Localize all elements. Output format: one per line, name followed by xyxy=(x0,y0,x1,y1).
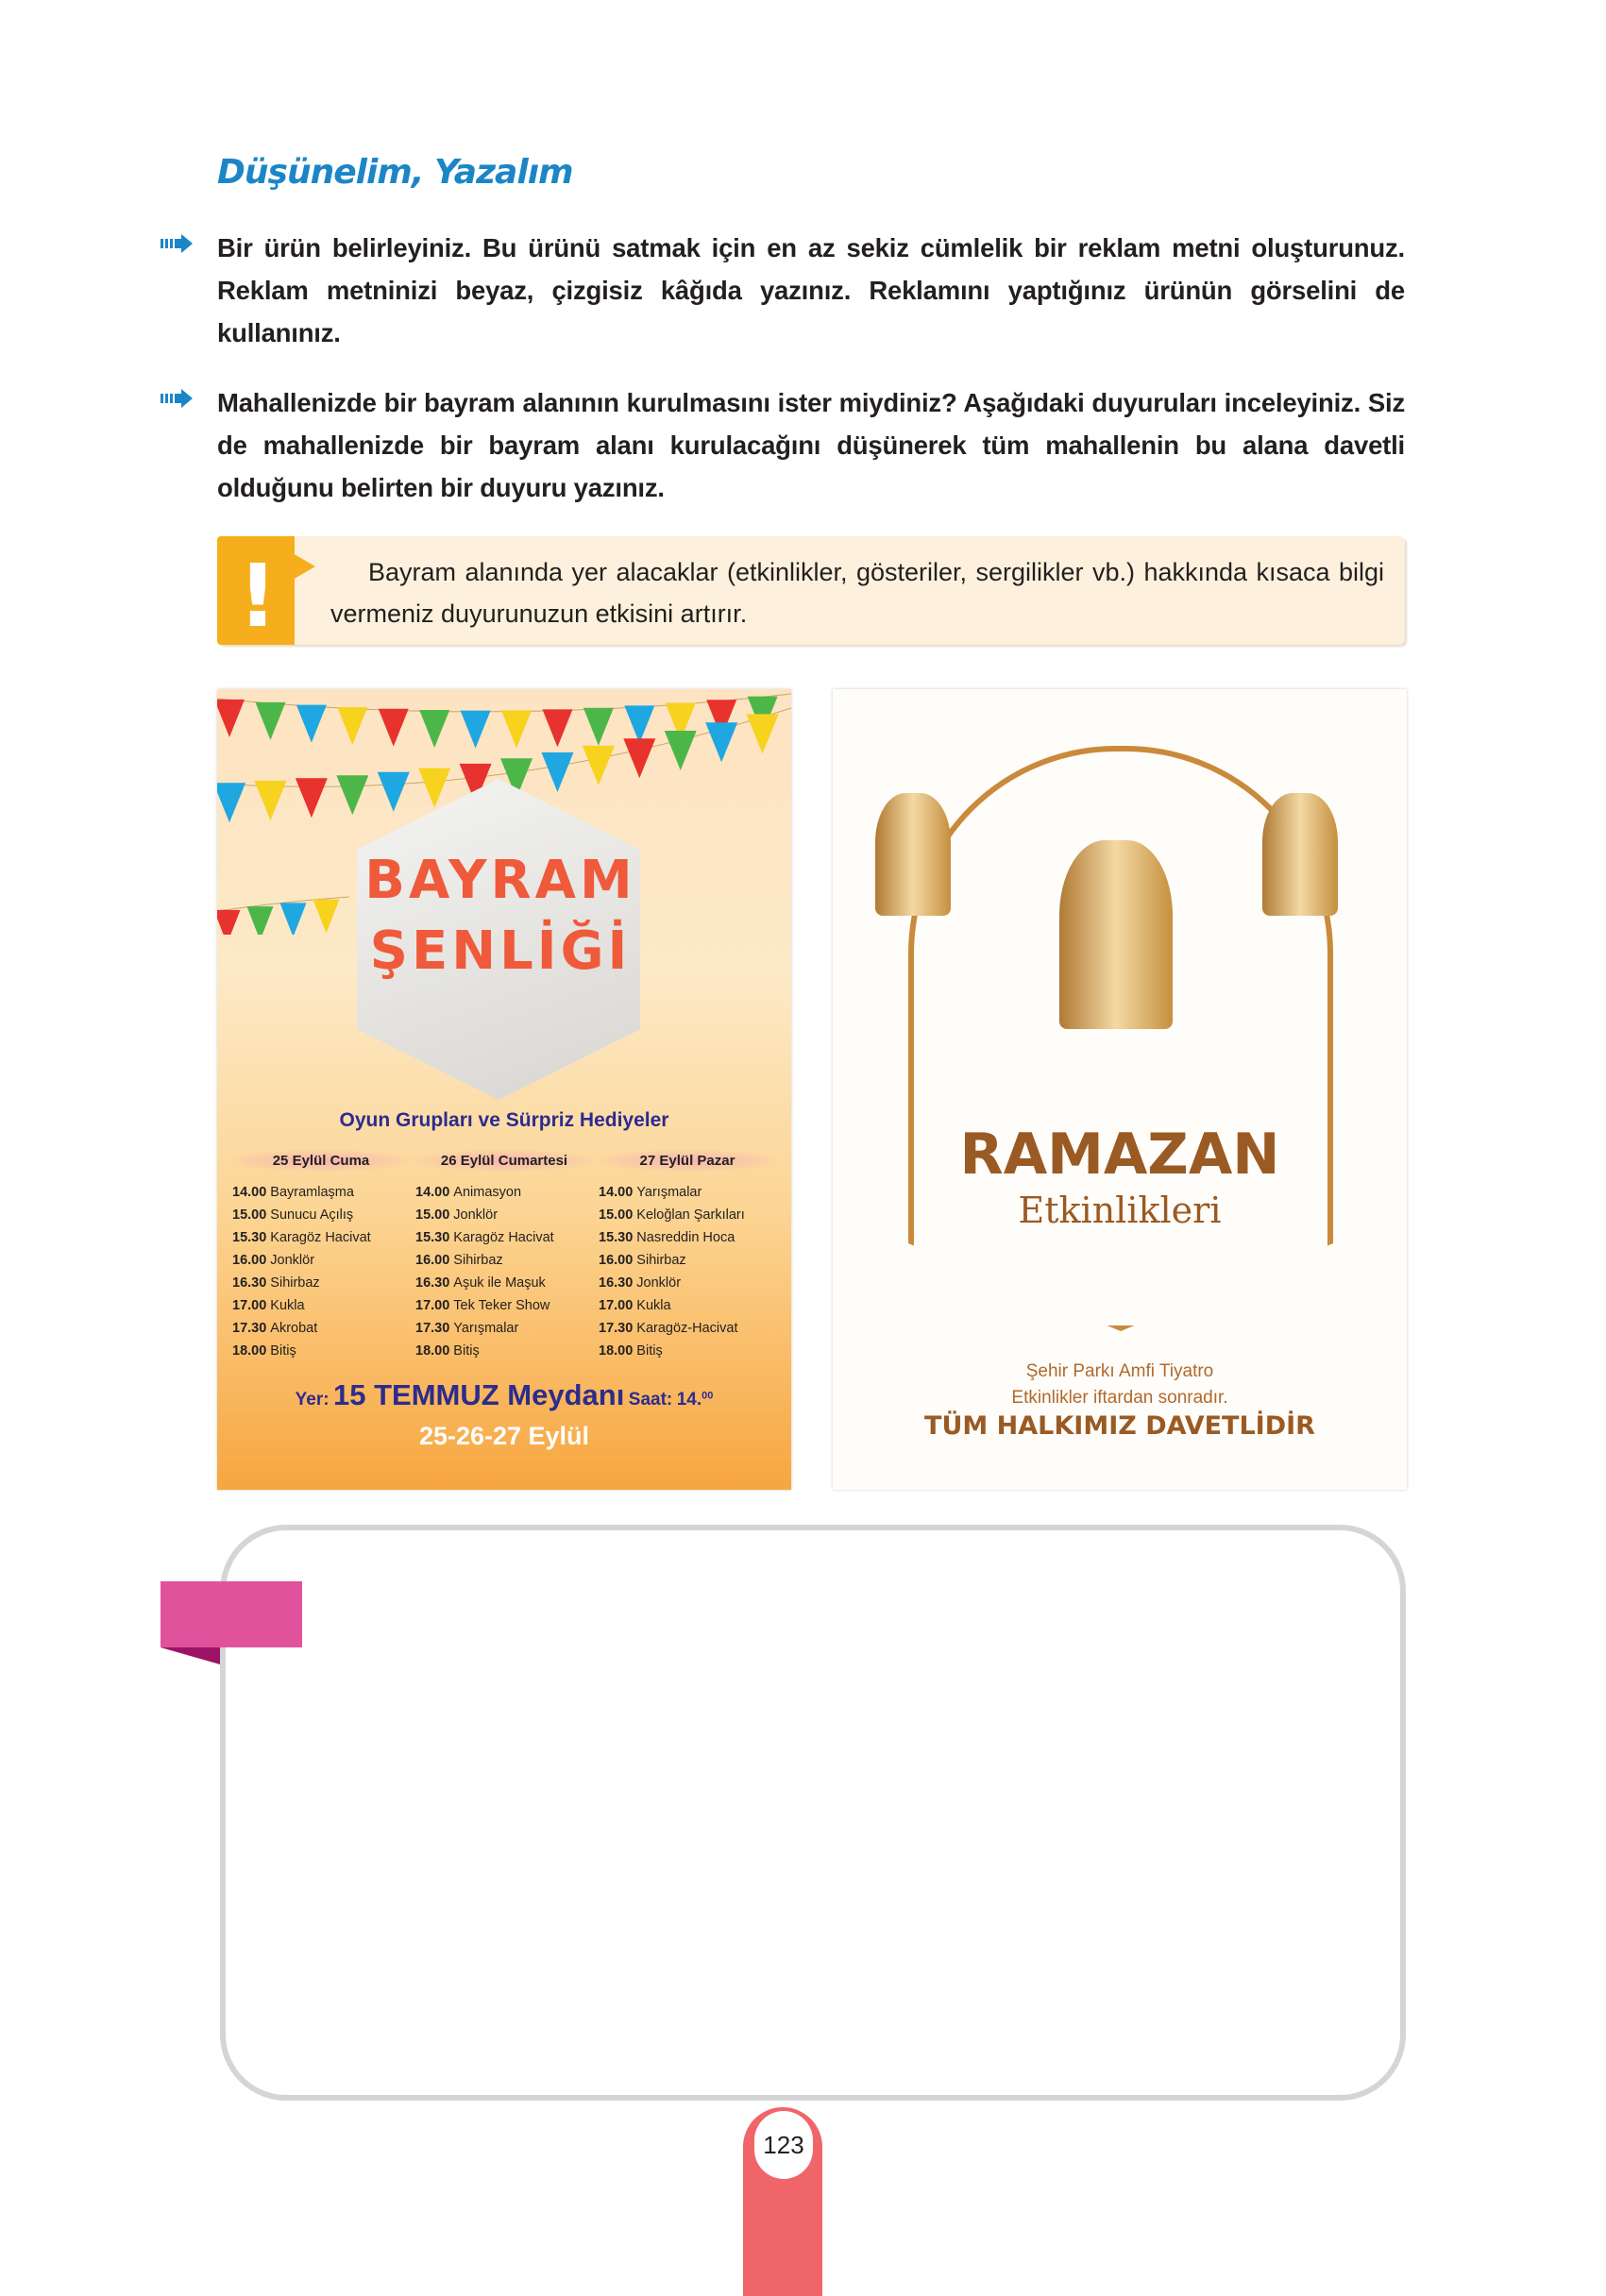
flag xyxy=(217,700,245,737)
schedule-item xyxy=(232,1204,415,1226)
schedule-activity: Bayramlaşma xyxy=(270,1185,354,1200)
schedule-item xyxy=(599,1272,782,1294)
note-text: Bayram alanında yer alacaklar (etkinlikler, gösteriler, sergilikler vb.) hakkında kısaca bilgi vermeniz duyurunuzun etkisini artırır. xyxy=(330,558,1384,628)
schedule-time: 16.30 xyxy=(599,1275,634,1291)
schedule-item xyxy=(415,1340,599,1362)
schedule-time: 15.30 xyxy=(599,1230,634,1245)
section-title: Düşünelim, Yazalım xyxy=(217,153,573,192)
schedule-activity: Bitiş xyxy=(636,1343,663,1359)
schedule-activity: Keloğlan Şarkıları xyxy=(636,1207,745,1223)
day-header: 25 Eylül Cuma xyxy=(232,1150,410,1172)
flag xyxy=(217,910,241,935)
schedule-time: 17.00 xyxy=(599,1298,634,1313)
place-label: Yer: xyxy=(295,1390,330,1410)
schedule-time: 18.00 xyxy=(599,1343,634,1359)
day-header: 27 Eylül Pazar xyxy=(599,1150,776,1172)
schedule-item xyxy=(232,1272,415,1294)
schedule-activity: Kukla xyxy=(270,1298,305,1313)
flag xyxy=(337,707,367,745)
schedule-activity: Nasreddin Hoca xyxy=(636,1230,735,1245)
schedule-item xyxy=(415,1249,599,1272)
flag xyxy=(665,731,697,770)
event-dates: 25-26-27 Eylül xyxy=(418,1422,590,1450)
schedule-activity: Sihirbaz xyxy=(270,1275,320,1291)
schedule-item xyxy=(599,1204,782,1226)
schedule-activity: Bitiş xyxy=(270,1343,296,1359)
schedule-item xyxy=(232,1249,415,1272)
venue-line: Şehir Parkı Amfi Tiyatro xyxy=(1025,1361,1214,1381)
flag xyxy=(313,900,340,934)
flag xyxy=(747,714,779,753)
schedule-time: 16.00 xyxy=(415,1253,450,1268)
time-sup: 00 xyxy=(702,1390,714,1402)
event-place xyxy=(217,1378,791,1412)
arrow-bullet-icon xyxy=(161,381,217,509)
schedule-item xyxy=(415,1317,599,1340)
bayram-senligi-poster xyxy=(217,689,791,1490)
ribbon-tab-decoration xyxy=(161,1581,302,1647)
schedule-item xyxy=(599,1181,782,1204)
flag xyxy=(296,778,328,818)
schedule-item xyxy=(232,1317,415,1340)
lantern-icon xyxy=(1262,793,1338,916)
schedule-activity: Sihirbaz xyxy=(636,1253,686,1268)
lantern-icon xyxy=(1059,840,1173,1029)
flag xyxy=(378,772,410,812)
flag xyxy=(624,705,654,743)
exclamation-mark: ! xyxy=(238,546,278,647)
schedule-activity: Kukla xyxy=(636,1298,671,1313)
schedule-time: 16.30 xyxy=(415,1275,450,1291)
schedule-activity: Sunucu Açılış xyxy=(270,1207,354,1223)
schedule-item xyxy=(232,1340,415,1362)
instruction-text: Mahallenizde bir bayram alanının kurulmasını ister miydiniz? Aşağıdaki duyuruları inceleyiniz. Siz de mahallenizde bir bayram alanı kurulacağını düşünerek tüm mahallenin bu alana davetli olduğunu belirten bir duyuru yazınız. xyxy=(217,388,1405,502)
flag xyxy=(254,781,286,820)
schedule-item xyxy=(415,1272,599,1294)
schedule-time: 18.00 xyxy=(232,1343,267,1359)
time-value: 14. xyxy=(676,1390,702,1410)
schedule-activity: Yarışmalar xyxy=(636,1185,702,1200)
flag xyxy=(541,752,573,792)
schedule-activity: Jonklör xyxy=(453,1207,499,1223)
flag xyxy=(418,768,450,808)
invitation-line: TÜM HALKIMIZ DAVETLİDİR xyxy=(924,1411,1315,1441)
poster-subtitle: Oyun Grupları ve Sürpriz Hediyeler xyxy=(339,1109,669,1131)
flag xyxy=(255,702,285,740)
ramazan-poster xyxy=(833,689,1407,1490)
time-label: Saat: xyxy=(628,1390,673,1410)
schedule-activity: Bitiş xyxy=(453,1343,480,1359)
schedule-activity: Akrobat xyxy=(270,1321,318,1336)
schedule-item xyxy=(415,1294,599,1317)
flag xyxy=(280,903,307,935)
flag xyxy=(583,746,615,785)
day-column xyxy=(599,1150,782,1362)
schedule-time: 17.30 xyxy=(232,1321,267,1336)
schedule-time: 15.00 xyxy=(599,1207,634,1223)
schedule-item xyxy=(599,1226,782,1249)
instruction-text: Bir ürün belirleyiniz. Bu ürünü satmak için en az sekiz cümlelik bir reklam metni oluşturunuz. Reklam metninizi beyaz, çizgisiz kâğıda yazınız. Reklamını yaptığınız ürünün görselini de kullanınız. xyxy=(217,233,1405,347)
time-line: Etkinlikler iftardan sonradır. xyxy=(1011,1388,1228,1408)
schedule-activity: Yarışmalar xyxy=(453,1321,519,1336)
schedule-activity: Tek Teker Show xyxy=(453,1298,550,1313)
flag xyxy=(296,705,327,743)
schedule-time: 15.30 xyxy=(415,1230,450,1245)
schedule-item xyxy=(415,1181,599,1204)
schedule-item xyxy=(232,1294,415,1317)
schedule-time: 17.00 xyxy=(232,1298,267,1313)
schedule-item xyxy=(599,1340,782,1362)
schedule-time: 17.30 xyxy=(599,1321,634,1336)
schedule-activity: Jonklör xyxy=(636,1275,682,1291)
flag xyxy=(336,775,368,815)
flag xyxy=(501,710,532,748)
arrow-bullet-icon xyxy=(161,227,217,354)
schedule-time: 15.00 xyxy=(232,1207,267,1223)
schedule-item xyxy=(599,1317,782,1340)
schedule-activity: Aşuk ile Maşuk xyxy=(453,1275,546,1291)
schedule-time: 17.30 xyxy=(415,1321,450,1336)
instruction-2 xyxy=(161,381,1407,509)
schedule-item xyxy=(599,1294,782,1317)
schedule-time: 16.00 xyxy=(232,1253,267,1268)
schedule-activity: Karagöz Hacivat xyxy=(453,1230,554,1245)
day-column xyxy=(232,1150,415,1362)
poster-title-line1: BAYRAM xyxy=(364,850,636,911)
exclamation-icon xyxy=(217,536,295,645)
place-name: 15 TEMMUZ Meydanı xyxy=(333,1378,625,1411)
flag xyxy=(461,711,491,749)
flag xyxy=(583,708,614,746)
schedule-activity: Animasyon xyxy=(453,1185,522,1200)
schedule-time: 16.30 xyxy=(232,1275,267,1291)
schedule-time: 15.00 xyxy=(415,1207,450,1223)
answer-writing-box[interactable] xyxy=(220,1525,1406,2101)
ramazan-title: RAMAZAN xyxy=(959,1122,1280,1188)
schedule-activity: Karagöz Hacivat xyxy=(270,1230,371,1245)
schedule-activity: Karagöz-Hacivat xyxy=(636,1321,738,1336)
ramazan-subtitle: Etkinlikleri xyxy=(1018,1190,1222,1231)
page-number: 123 xyxy=(754,2111,813,2179)
flag xyxy=(419,710,449,748)
lantern-icon xyxy=(875,793,951,916)
day-header: 26 Eylül Cumartesi xyxy=(415,1150,593,1172)
schedule-item xyxy=(232,1181,415,1204)
schedule-time: 15.30 xyxy=(232,1230,267,1245)
schedule-time: 18.00 xyxy=(415,1343,450,1359)
schedule-time: 17.00 xyxy=(415,1298,450,1313)
instruction-1 xyxy=(161,227,1407,354)
schedule-item xyxy=(599,1249,782,1272)
schedule-item xyxy=(232,1226,415,1249)
schedule-time: 14.00 xyxy=(232,1185,267,1200)
schedule-time: 16.00 xyxy=(599,1253,634,1268)
schedule-item xyxy=(415,1226,599,1249)
ribbon-fold-decoration xyxy=(161,1647,220,1664)
info-note xyxy=(217,536,1405,645)
flag xyxy=(379,709,409,747)
flag xyxy=(247,906,274,935)
schedule-time: 14.00 xyxy=(415,1185,450,1200)
day-column xyxy=(415,1150,599,1362)
schedule-activity: Jonklör xyxy=(270,1253,315,1268)
schedule-item xyxy=(415,1204,599,1226)
schedule xyxy=(232,1150,782,1362)
schedule-activity: Sihirbaz xyxy=(453,1253,503,1268)
flag xyxy=(542,709,572,747)
flag xyxy=(705,722,737,762)
flag xyxy=(623,738,655,778)
flag xyxy=(217,783,245,822)
poster-title-line2: ŞENLİĞİ xyxy=(369,920,632,982)
schedule-time: 14.00 xyxy=(599,1185,634,1200)
